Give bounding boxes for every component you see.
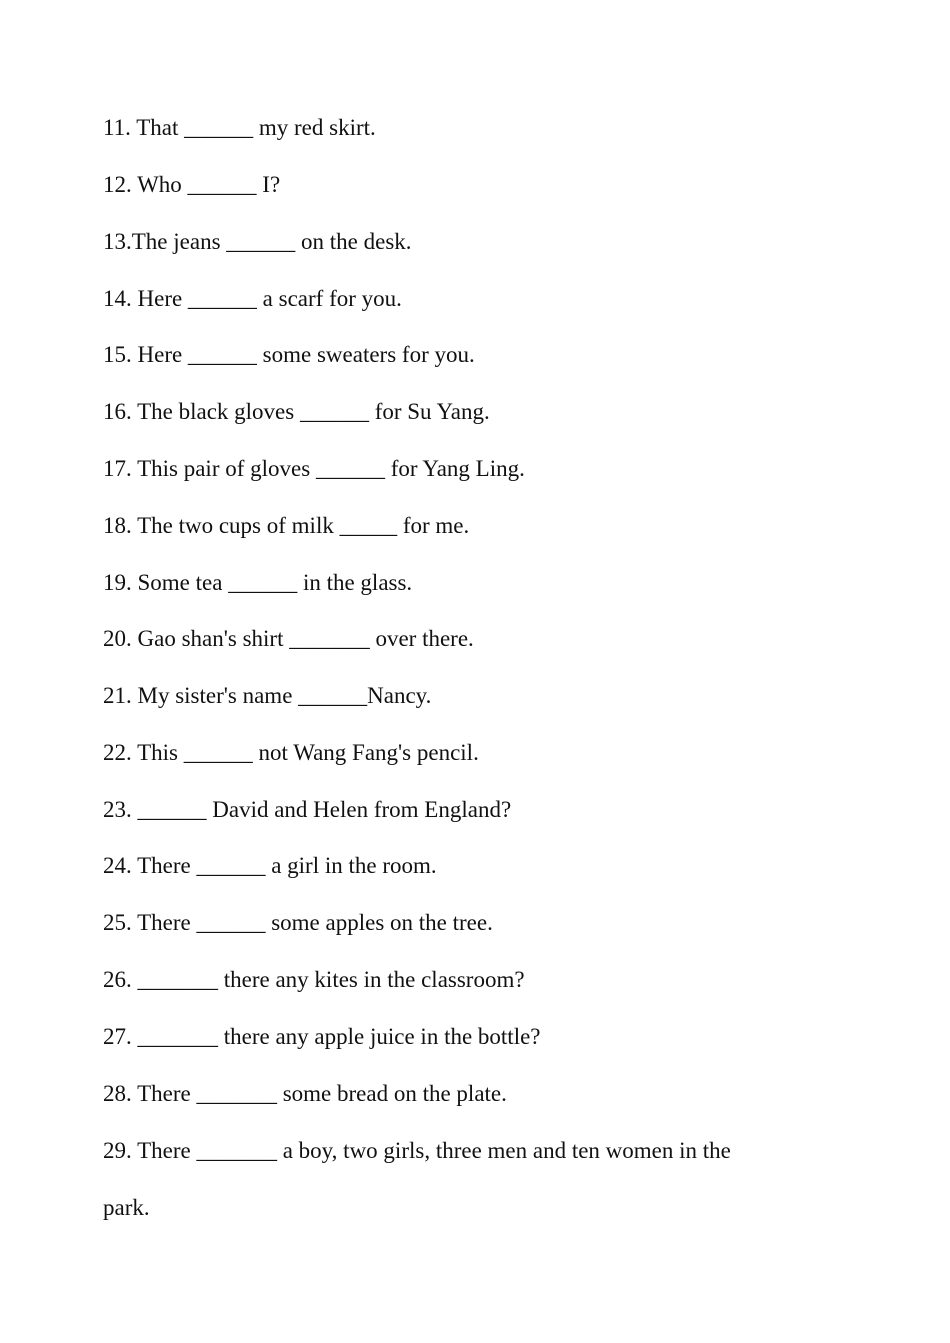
question-29: 29. There _______ a boy, two girls, three men and ten women in the	[103, 1138, 731, 1163]
question-11: 11. That ______ my red skirt.	[103, 115, 376, 140]
question-21: 21. My sister's name ______Nancy.	[103, 683, 432, 708]
question-27: 27. _______ there any apple juice in the bottle?	[103, 1024, 541, 1049]
question-14: 14. Here ______ a scarf for you.	[103, 286, 402, 311]
question-20: 20. Gao shan's shirt _______ over there.	[103, 626, 474, 651]
question-26: 26. _______ there any kites in the classroom?	[103, 967, 525, 992]
question-29-continuation: park.	[103, 1195, 150, 1220]
question-16: 16. The black gloves ______ for Su Yang.	[103, 399, 490, 424]
question-18: 18. The two cups of milk _____ for me.	[103, 513, 470, 538]
question-24: 24. There ______ a girl in the room.	[103, 853, 437, 878]
question-13: 13.The jeans ______ on the desk.	[103, 229, 412, 254]
question-22: 22. This ______ not Wang Fang's pencil.	[103, 740, 479, 765]
question-12: 12. Who ______ I?	[103, 172, 281, 197]
question-25: 25. There ______ some apples on the tree.	[103, 910, 493, 935]
question-17: 17. This pair of gloves ______ for Yang Ling.	[103, 456, 525, 481]
question-28: 28. There _______ some bread on the plate.	[103, 1081, 507, 1106]
question-19: 19. Some tea ______ in the glass.	[103, 570, 413, 595]
question-15: 15. Here ______ some sweaters for you.	[103, 342, 475, 367]
question-23: 23. ______ David and Helen from England?	[103, 797, 512, 822]
